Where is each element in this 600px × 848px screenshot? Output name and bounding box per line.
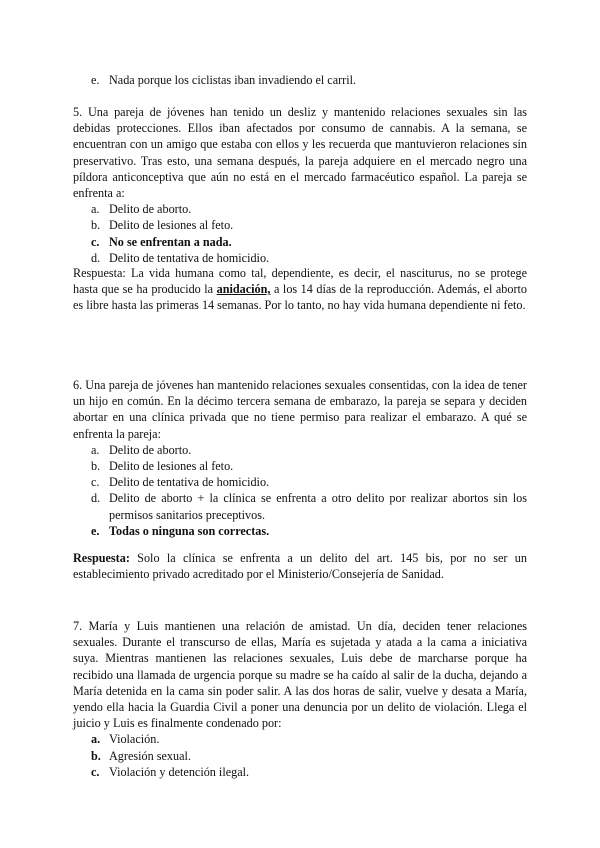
question-5-answer <box>73 265 527 314</box>
question-5-options <box>73 201 527 266</box>
answer-text-post: a los 14 días de la reproducción. Además, el aborto es libre hasta las primeras 14 semanas. Por lo tanto, no hay vida humana dependiente ni feto. <box>73 282 527 313</box>
option-marker: c. <box>91 475 100 490</box>
option-text: Violación y detención ilegal. <box>109 764 250 779</box>
option-marker: b. <box>91 459 101 474</box>
option-marker: d. <box>91 491 101 506</box>
question-6-options <box>73 442 527 539</box>
option-text: Delito de aborto. <box>109 202 192 217</box>
option-text: Delito de tentativa de homicidio. <box>109 475 270 490</box>
answer-emphasis: anidación, <box>216 282 271 297</box>
option-item <box>73 201 527 217</box>
option-text: Violación. <box>109 732 160 747</box>
option-marker: a. <box>91 442 100 457</box>
option-item <box>73 250 527 266</box>
option-item <box>73 764 527 780</box>
option-text: Delito de lesiones al feto. <box>109 218 234 233</box>
answer-label: Respuesta: <box>73 551 130 565</box>
option-item <box>73 474 527 490</box>
option-text: Delito de tentativa de homicidio. <box>109 250 270 265</box>
question-7-options <box>73 731 527 780</box>
option-item <box>73 458 527 474</box>
question-6-text: 6. Una pareja de jóvenes han mantenido relaciones sexuales consentidas, con la idea de tener un hijo en común. En la décimo tercera semana de embarazo, la pareja se separa y deciden abortar en una clínica privada que no tiene permiso para realizar el embarazo. A qué se enfrenta la pareja: <box>73 378 527 441</box>
option-item <box>73 731 527 747</box>
option-text: Agresión sexual. <box>109 748 191 763</box>
question-7-text: 7. María y Luis mantienen una relación de amistad. Un día, deciden tener relaciones sexuales. Durante el transcurso de ellas, María es sujetada y atada a la cama a iniciativa suya. Mientras mantienen las relaciones sexuales, Luis debe de marcharse porque ha recibido una llamada de urgencia porque su madre se ha caído al salir de la ducha, dejando a María detenida en la cama sin poder salir. A las dos horas de salir, vuelve y desata a María, yendo ella hacia la Guardia Civil a poner una denuncia por un delito de violación. Llega el juicio y Luis es finalmente condenado por: <box>73 619 527 731</box>
option-marker: c. <box>91 234 100 249</box>
option-item <box>73 442 527 458</box>
answer-text-pre: Respuesta: La vida humana como tal, dependiente, es decir, el nasciturus, no se protege hasta que se ha producido la <box>73 266 527 297</box>
question-6-answer <box>73 550 527 582</box>
previous-question-option <box>73 72 527 88</box>
option-marker: c. <box>91 764 100 779</box>
option-marker: a. <box>91 202 100 217</box>
option-text: Todas o ninguna son correctas. <box>109 523 270 538</box>
option-item <box>73 748 527 764</box>
option-marker: e. <box>91 523 100 538</box>
option-marker: b. <box>91 218 101 233</box>
question-5-text: 5. Una pareja de jóvenes han tenido un desliz y mantenido relaciones sexuales sin las debidas protecciones. Ellos iban afectados por consumo de cannabis. A la semana, se encuentran con un amigo que estaba con ellos y les recuerda que mantuvieron relaciones sin preservativo. Tras esto, una semana después, la pareja adquiere en el mercado negro una píldora anticonceptiva que aún no está en el mercado farmacéutico español. La pareja se enfrenta a: <box>73 105 527 201</box>
option-marker: a. <box>91 732 101 747</box>
option-text: Delito de lesiones al feto. <box>109 459 234 474</box>
option-marker: e. <box>91 73 100 87</box>
option-item-correct <box>73 523 527 539</box>
option-item-correct <box>73 234 527 250</box>
option-marker: d. <box>91 250 101 265</box>
option-item <box>73 217 527 233</box>
option-text: No se enfrentan a nada. <box>109 234 232 249</box>
option-item <box>73 490 527 522</box>
answer-text: Solo la clínica se enfrenta a un delito del art. 145 bis, por no ser un establecimiento privado acreditado por el Ministerio/Consejería de Sanidad. <box>73 551 527 582</box>
option-text: Delito de aborto. <box>109 442 192 457</box>
question-6 <box>73 377 527 539</box>
option-text: Delito de aborto + la clínica se enfrenta a otro delito por realizar abortos sin los permisos sanitarios preceptivos. <box>109 491 527 522</box>
question-5 <box>73 104 527 266</box>
option-text: Nada porque los ciclistas iban invadiendo el carril. <box>109 73 357 87</box>
option-marker: b. <box>91 748 101 763</box>
option-item <box>73 72 527 88</box>
question-7 <box>73 618 527 780</box>
